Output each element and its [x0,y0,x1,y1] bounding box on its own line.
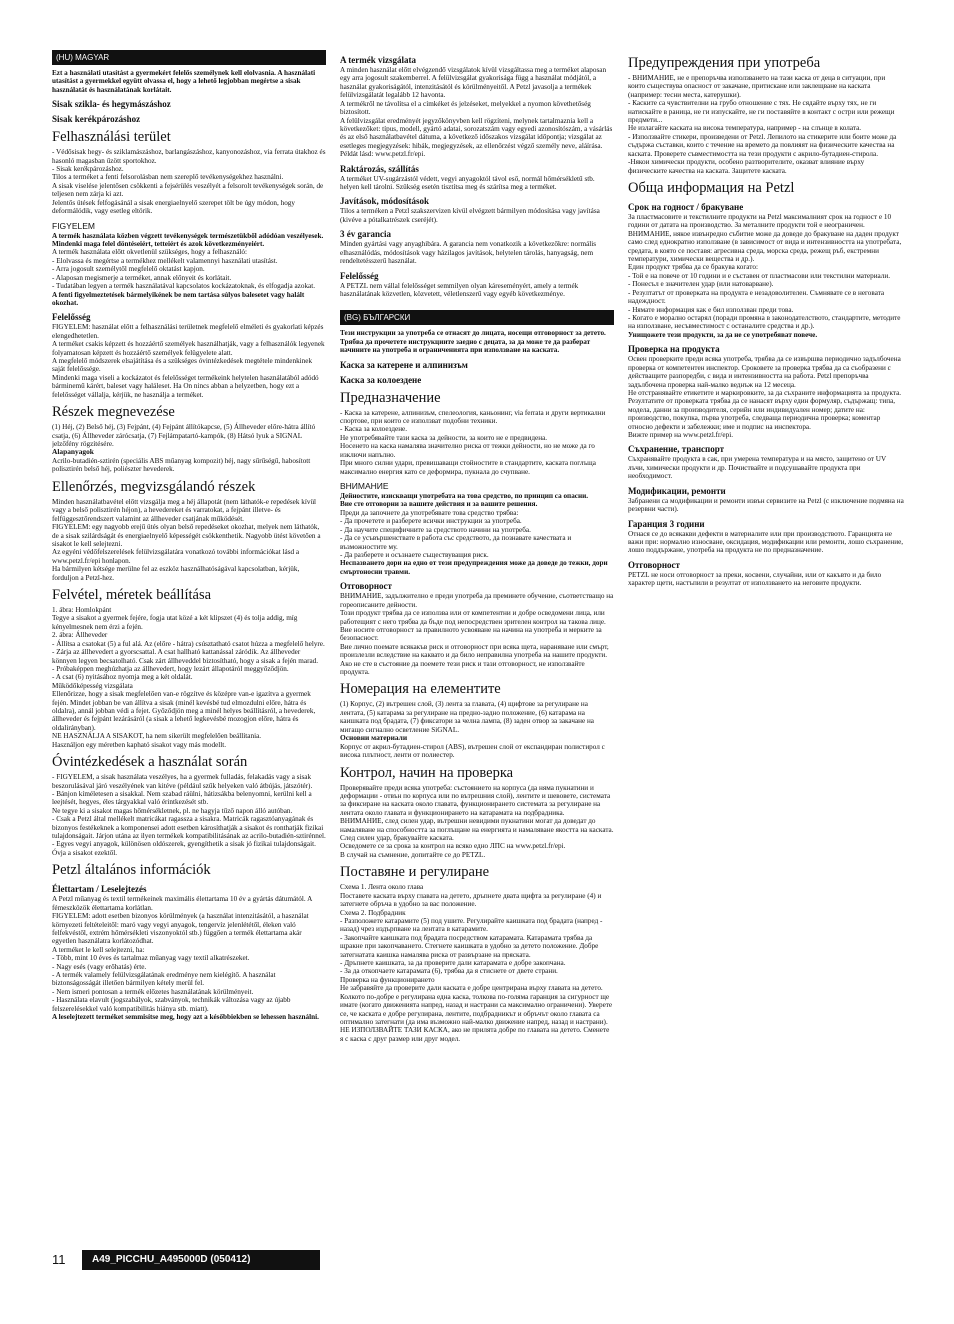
page-footer [52,1250,320,1270]
section-text: A termék használata előtt okvetlenül szükséges, hogy a felhasználó: - Elolvassa és megértse a termékhez mellékelt valamennyi használati utasítást. - Arra jogosult személytől megfelelő oktatást kapjon. - Alaposan megismerje a terméket, annak előnyeit és korlátait. - Tudatában legyen a termék használatával kapcsolatos kockázatoknak, és elfogadja azokat. [52,248,316,291]
subsection-heading: Felelősség [340,270,379,281]
section-heading: Контрол, начин на проверка [340,764,514,781]
section-text: - FIGYELEM, a sisak használata veszélyes, ha a gyermek fulladás, felakadás vagy a sisak beszorulásával járó veszélyének van kitéve (például szűk helyeken való átbújás, játszótér). - Bánjon kíméletesen a sisakkal. Nem szabad ráülni, hátizsákba belenyomni, kerülni kell a leejtését, hegyes, éles tárgyakkal való érintkezését stb. Ne tegye ki a sisakot magas hőmérsékletnek, pl. ne hagyja tűző napon álló autóban. - Csak a Petzl által mellékelt matricákat ragassza a sisakra. Matricák ragasztóanyagának és bizonyos festékeknek a komponensei adott esetben károsíthatják a sisakot és ronthatják fizikai tulajdonságait. Járjon utána az ilyen termékek kompatibilitásának az acrilo-butadién-sztirénnel. - Egyes vegyi anyagok, különösen oldószerek, gyengíthetik a sisak jó fizikai tulajdonságait. Óvja a sisakot ezektől. [52,773,326,857]
subsection-heading: Проверка на продукта [628,344,720,355]
subsection-heading: A termék vizsgálata [340,55,416,65]
section-text: Minden gyártási vagy anyaghibára. A garancia nem vonatkozik a következőkre: normális elhasználódás, módosítások vagy házilagos javítások, helytelen tárolás, hanyagság, nem rendeltetésszerű használat. [340,240,597,266]
product-title: Каска за колоездене [340,374,422,385]
section-heading: Предупреждения при употреба [628,55,821,71]
warning-text: Неспазването дори на едно от тези предупреждения може да доведе до тежки, дори смъртоносни травми. [340,559,608,576]
section-text: Acrilo-butadién-sztirén (speciális ABS műanyag kompozit) héj, nagy sűrűségű, habosított polisztirén belső héj, poliészter hevederek. [52,457,311,474]
column-middle [340,50,614,1230]
section-heading: Felhasználási terület [52,129,171,146]
product-title: Каска за катерене и алпинизъм [340,359,468,370]
language-header-hu: (HU) MAGYAR [52,50,326,65]
subsection-heading: Гаранция 3 години [628,518,705,529]
subsection-heading: Съхранение, транспорт [628,444,725,455]
section-text: Корпус от акрил-бутадиен-стирол (ABS), вътрешен слой от експандиран полистирол с висока плътност, ленти от полиестер. [340,742,605,760]
subsection-heading: Élettartam / Leselejtezés [52,884,147,895]
subsection-heading: Срок на годност / бракуване [628,201,744,212]
intro-text: Тези инструкции за употреба се отнасят до лицата, носещи отговорност за детето. Трябва да прочетете инструкциите заедно с децата, за да може те да разберат начините на употреба и ограниченията при използване на каската. [340,329,606,355]
section-text: За пластмасовите и текстилните продукти на Petzl максималният срок на годност е 10 години от датата на производство. За металните продукти той е неограничен. ВНИМАНИЕ, някое извънредно събитие може да доведе до бракуване на даден продукт само след еднократно използване (в зависимост от вида и интензивността на употребата, средата, в която се поставя: агресивна среда, морска среда, режещ ръб, екстремни температури, химически вещества и др.). Един продукт трябва да се бракува когато: - Той е на повече от 10 години и е съставен от пластмасови или текстилни материали. - Понесъл е значителен удар (или натоварване). - Резултатът от проверката на продукта е незадоволителен. Съмнявате се в неговата надеждност. - Нямате информация как е бил използван преди това. - Когато е морално остарял (поради промяна в законодателството, стандартите, методите на използване, несъвместимост с останалите средства и др.). [628,212,902,331]
subsection-heading: Отговорност [340,581,392,592]
subsection-heading: Javítások, módosítások [340,196,430,207]
subsection-heading: Raktározás, szállítás [340,163,419,174]
section-text: PETZL не носи отговорност за преки, косвени, случайни, или от какъвто и да било характер щети, настъпили в резултат от използването на неговите продукти. [628,570,882,588]
section-text: A terméket UV-sugárzástól védett, vegyi anyagoktól távol eső, normál hőmérsékletű stb. helyen kell tárolni. Szükség esetén tisztítsa meg és szárítsa meg a terméket. [340,174,595,192]
column-hungarian [52,50,326,1230]
section-text: Проверявайте преди всяка употреба: състоянието на корпуса (да няма пукнатини и деформации - отвън по корпуса или по вътрешния слой), лентите и шевовете, системата за фиксиране на каската около главата, функционирането системата за регулиране на лентата около главата и функционирането на катарамата на подбрадника. ВНИМАНИЕ, след силен удар, вътрешни невидими пукнатини могат да доведат до намаляване на способността за поглъщане на енергията и намаляване якостта на каската. След силен удар, бракувайте каската. Осведомете се за срока за контрол на всяко едно ЛПС на www.petzl.fr/epi. В случай на съмнение, допитайте се до PETZL. [340,783,614,859]
section-text: (1) Héj, (2) Belső héj, (3) Fejpánt, (4) Fejpánt állítókapcse, (5) Állheveder előre-hátra állító csatja, (6) Állheveder zárócsatja, (7) Fejlámpatartó-kampók, (8) Hátsó lyuk a SIGNAL jelzőfény rögzítésére. [52,423,316,448]
intro-text: Ezt a használati utasítást a gyermekért felelős személynek kell elolvasnia. A használati utasítást a gyermekkel együtt olvassa el, hogy a lehető legjobban megértse a sisak használatát és használatának korlátait. [52,69,316,94]
warning-text: A termék használata közben végzett tevékenységek természetükből adódóan veszélyesek. Mindenki maga felel döntéseiért, tetteiért és azok következményeiért. [52,231,324,248]
product-title: Sisak kerékpározáshoz [52,114,141,125]
subsection-heading: FIGYELEM [52,220,95,231]
section-text: (1) Корпус, (2) вътрешен слой, (3) лента за главата, (4) щифтове за регулиране на лентата, (5) катарама за регулиране на предно-задно положение, (6) катарама на каишката под брадата, (7) фиксатори за челна лампа, (8) заден отвор за закачане на мигащо сигнално осветление SiGNAL. [340,700,594,734]
subsection-heading: ВНИМАНИЕ [340,481,389,492]
section-heading: Ellenőrzés, megvizsgálandó részek [52,478,256,495]
subsection-heading: Felelősség [52,312,91,323]
materials-label: Основни материали [340,733,408,743]
column-bulgarian [628,50,904,1230]
section-text: - Védősisak hegy- és sziklamászáshoz, barlangászáshoz, kanyonozáshoz, via ferrata útakhoz és hasonló magasban űzött sportokhoz. - Sisak kerékpározáshoz. Tilos a terméket a fenti felsorolásban nem szereplő tevékenységekhez használni. A sisak viselése jelentősen csökkenti a fejsérülés veszélyét a felsorolt tevékenységek során, de teljesen nem zárja ki azt. Jelentős ütések felfogásánál a sisak energiaelnyelő szerepet tölt be úgy módon, hogy deformálódik, vagy esetleg eltörik. [52,148,326,216]
product-title: Sisak szikla- és hegymászáshoz [52,99,171,110]
document-code: A49_PICCHU_A495000D (050412) [82,1250,320,1270]
section-text: Tilos a terméken a Petzl szakszervizen kívül elvégzett bármilyen módosítása vagy javítása (kivéve a pótalkatrészek cseréjét). [340,207,600,224]
section-heading: Обща информация на Petzl [628,180,795,196]
section-text: - Каска за катерене, алпинизъм, спелеология, каньонинг, via ferrata и други вертикални спортове, при които се използват подобни техники. - Каска за колоездене. Не употребявайте тази каска за дейности, за които не е предвидена. Носенето на каска намалява значително риска от тежки дейности, но не може да го изключи напълно. При много силни удари, превишаващи стойностите в стандартите, каската поглъща максимално енергия като се деформира, пукнала до счупване. [340,408,606,476]
section-text: A minden használat előtt elvégzendő vizsgálatok kívül vizsgáltassa meg a terméket alaposan egy arra jogosult szakemberrel. A felülvizsgálat gyakorisága függ a használat módjától, a használat gyakoriságától, intenzitásától és körülményeitől. A Petzl javasolja a termékek felülvizsgálatát legalább 12 havonta. A termékről ne távolítsa el a címkéket és jelzéseket, melyekkel a nyomon követhetőség biztosított. A felülvizsgálat eredményét jegyzőkönyvben kell rögzíteni, melynek tartalmaznia kell a következőket: típus, modell, gyártó adatai, sorozatszám vagy egyedi azonosítószám, a vásárlás és az első használatbavétel dátuma, a következő időszakos vizsgálat időpontja; vizsgálat az esetleges megjegyzések: hibák, megjegyzések, az ellenőrzést végző személy neve, aláírása. Példát lásd: www.petzl.fr/epi. [340,66,613,159]
section-text: Minden használatbavétel előtt vizsgálja meg a héj állapotát (nem láthatók-e repedések kívül vagy a belső polisztirén héjon), a hevedereket és varratokat, a fejpánt illetve- és felfüggesztőrendszert valamint az állheveder csatjának működését. FIGYELEM: egy nagyobb erejű ütés olyan belső repedéseket okozhat, melyek nem láthatók, de a sisak szilárdságát és energiaelnyelő képességét csökkenthetik. Nagyobb ütést követően a sisakot le kell selejtezni. Az egyéni védőfelszerelések felülvizsgálatára vonatkozó további információkat lásd a www.petzl.fr/epi honlapon. Ha bármilyen kétsége merülne fel az eszköz használhatóságával kapcsolatban, kérjük, forduljon a Petzl-hez. [52,497,321,582]
section-text: - ВНИМАНИЕ, не е препоръчва използването на тази каска от деца в ситуации, при които съществува опасност от закачане, притискане или заклещване на каската (например: тесни места, катерушки). - Каските са чувствителни на грубо отношение с тях. Не сядайте върху тях, не ги натискайте в раница, не ги изпускайте, не ги поставяйте в контакт с остри или режещи предмети... Не излагайте каската на висока температура, например - на слънце в колата. - Използвайте стикери, произведени от Petzl. Лепилото на стикерите или боите може да съдържа съставки, които с течение на времето да повлияят на физическите качества на каската. Проверете съвместимостта на тези продукти с акрило-бутадиен-стирола. -Някои химически продукти, особено разтворителите, оказват влияние върху физическите качества на каската. Защитете каската. [628,73,897,175]
section-text: Отнася се до всякакви дефекти в материалите или при производството. Гаранцията не важи при: нормално износване, оксидация, модификации или ремонти, лошо съхранение, лошо поддържане, употреба на продукта не по предназначение. [628,529,904,555]
section-heading: Petzl általános információk [52,862,211,879]
section-text: Забранени са модификации и ремонти извън сервизите на Petzl (с изключение подмяна на резервни части). [628,496,904,514]
warning-text: A leselejtezett terméket semmisítse meg, hogy azt a későbbiekben se lehessen használni. [52,1013,319,1022]
subsection-heading: 3 év garancia [340,229,391,240]
section-text: Преди да започнете да употребявате това средство трябва: - Да прочетете и разберете всички инструкции за употреба. - Да научите специфичните за средството начини на употреба. - Да се усъвършенствате в работа със средството, да познавате качествата и възможностите му. - Да разберете и осъзнаете съществуващия риск. [340,508,572,559]
warning-text: Дейностите, изискващи употребата на това средство, по принцип са опасни. Вие сте отговорни за вашите действия и за вашите решения. [340,492,589,509]
section-text: Съхранявайте продукта в сак, при умерена температура и на място, защитено от UV лъчи, химически продукти и др. Почиствайте и подсушавайте продукта при необходимост. [628,455,887,481]
section-heading: Óvintézkedések a használat során [52,754,248,771]
warning-text: A fenti figyelmeztetések bármelyikének be nem tartása súlyos balesetet vagy halált okozhat. [52,290,305,307]
section-heading: Részek megnevezése [52,404,175,421]
section-text: A PETZL nem vállal felelősséget semmilyen olyan káreseményért, amely a termék használatának közvetlen, közvetett, véletlenszerű vagy egyéb következménye. [340,281,579,299]
subsection-heading: Отговорност [628,559,680,570]
section-text: FIGYELEM: használat előtt a felhasználási területnek megfelelő elméleti és gyakorlati képzés elengedhetetlen. A terméket csakis képzett és hozzáértő személyek használhatják, vagy a felhasználók legyenek folyamatosan képzett és hozzáértő személyek felügyelete alatt. A megfelelő módszerek elsajátítása és a szükséges óvintézkedések megtétele mindenkinek saját felelőssége. Mindenki maga viseli a kockázatot és felelősséget termékeink helytelen használatából adódó bárminemű kárért, baleset vagy haláleset. Ha On nincs abban a helyzetben, hogy ezt a felelősséget vállalja, kérjük, ne használja a terméket. [52,323,325,399]
section-heading: Предназначение [340,389,441,406]
section-text: Схема 1. Лента около глава Поставете каската върху главата на детето, дръпнете двата щифта за регулиране (4) и затегнете обръча в удобно за вас положение. Схема 2. Подбрадник - Разположете катарамите (5) под ушите. Регулирайте каишката под брадата (напред - назад) чрез издърпване на лентата в катарамите. - Закопчайте каишката под брадата посредством катарамата. Катарамата трябва да щракне при закопчаването. Стегнете каишката в удобно за детето положение. Добре затегнатата каишка намалява риска от развързане на пряската. - Дръпнете каишката, за да проверите дали катарамата е добре закопчана. - За да откопчаете катарамата (6), трябва да я стиснете от двете страни. Проверка на функционирането Не забравяйте да проверите дали каската е добре центрирана върху главата на детето. Колкото по-добре е регулирана една каска, толкова по-голяма гаранция за сигурност ще имате (когато движенията напред, назад и настрани са максимално ограничени). Уверете се, че каската е добре регулирана, лентите, подбрадникът и обръчът около главата са оптимално затегнати (да има възможно най-малко движение напред, назад и настрани). НЕ ИЗПОЛЗВАЙТЕ ТАЗИ КАСКА, ако не прилята добре по главата на детето. Сменете я с каска с друг размер или друг модел. [340,883,613,1043]
section-heading: Felvétel, méretek beállítása [52,587,212,604]
page-number: 11 [52,1252,66,1267]
section-text: Освен проверките преди всяка употреба, трябва да се извършва периодично задълбочена проверка от компетентен инспектор. Сроковете за проверка трябва да са съобразени с действащите разпоредби, с вида и интензивността на работа. Petzl препоръчва задълбочена проверка най-малко веднъж на 12 месеца. Не отстранявайте етикетите и маркировките, за да съхраните информацията за продукта. Резултатите от проверката трябва да се нанасят върху един формуляр, съдържащ: типа, модела, данни за производителя, серийн или индивидуален номер; датите на: производство, покупка, първа употреба, следваща периодична проверка; коментар относно дефекти и забележки; име и подпис на инспектора. Вижте пример на www.petzl.fr/epi. [628,355,902,440]
materials-label: Alapanyagok [52,447,94,457]
subsection-heading: Модификации, ремонти [628,485,726,496]
section-text: 1. ábra: Homlokpánt Tegye a sisakot a gyermek fejére, fogja utat közé a két klipszet (4) és tolja addig, míg kényelmesnek nem érzi a fején. 2. ábra: Állheveder - Állítsa a csatokat (5) a ful alá. Az (előre - hátra) csúsztatható csatot húzza a megfelelő helyre. - Zárja az állhevedert a gyorscsattal. A csat hallható kattanással záródik. Az állheveder könnyen legyen becsatolható. Csak zárt állheveddel biztosítható, hogy a sisak a fején marad. - Próbaképpen meghúzhatja az állhevedert, hogy lezárt állapotáról meggyőződjön. - A csat (6) nyitásához nyomja meg a két oldalát. Működőképesség vizsgálata Ellenőrizze, hogy a sisak megfelelően van-e rögzítve és középre van-e igazítva a gyermek fején. Mindet jobban be van állítva a sisak (minél kevésbé tud elmozdulni előre, hátra és oldalra), annál jobban védi a fejet. Győződjön meg a minél helyes beállításról, a hevederek, állheveder és fejpánt lezárásáról (a sisak a lehető legkevésbé mozogjon előre, hátra és oldalirányban). NE HASZNÁLJA A SISAKOT, ha nem sikerült megfelelően beállítania. Használjon egy méretben kapható sisakot vagy más modellt. [52,605,325,749]
section-heading: Поставяне и регулиране [340,864,490,881]
section-heading: Номерация на елементите [340,681,501,698]
warning-text: Унищожете тези продукти, за да не се употребяват повече. [628,330,818,339]
section-text: ВНИМАНИЕ, задължително е преди употреба да преминете обучение, съответстващо на гореописаните дейности. Този продукт трябва да се използва или от компетентни и добре осведомени лица, или работещият с него трябва да бъде под непосредствен зрителен контрол на такова лице. Вие носите отговорност за правилното усвояване на начина на употреба и мерките за безопасност. Вие лично поемате всякакъв риск и отговорност при всяка щета, нараняване или смърт, произлезли вследствие на каквато и да било неправилна употреба на нашите продукти. Ако не сте в състояние да поемете тези риск и тази отговорност, не използвайте продукта. [340,592,614,677]
section-text: A Petzl műanyag és textil termékeinek maximális élettartama 10 év a gyártás dátumától. A fémeszközök élettartama korlátlan. FIGYELEM: adott esetben bizonyos körülmények (a használat intenzitásától, a használat környezeti feltételeitől: maró vagy vegyi anyagok, tengervíz jelenlététől, éleken való felfekvéstől, extrém hőmérsékleti viszonyoktól stb.) függően a termék élettartama akár egyetlen használatra korlátozódhat. A terméket le kell selejtezni, ha: - Több, mint 10 éves és tartalmaz műanyag vagy textil alkatrészeket. - Nagy esés (vagy erőhatás) érte. - A termék valamely felülvizsgálatának eredménye nem kielégítő. A használat biztonságosságát illetően bármilyen kétely merül fel. - Nem ismeri pontosan a termék előzetes használatának körülményeit. - Használata elavult (jogszabályok, szabványok, technikák változása vagy az újabb felszerelésekkel való kompatibilitás hiánya stb. miatt). [52,895,312,1013]
language-header-bg: (BG) БЪЛГАРСКИ [340,310,614,325]
